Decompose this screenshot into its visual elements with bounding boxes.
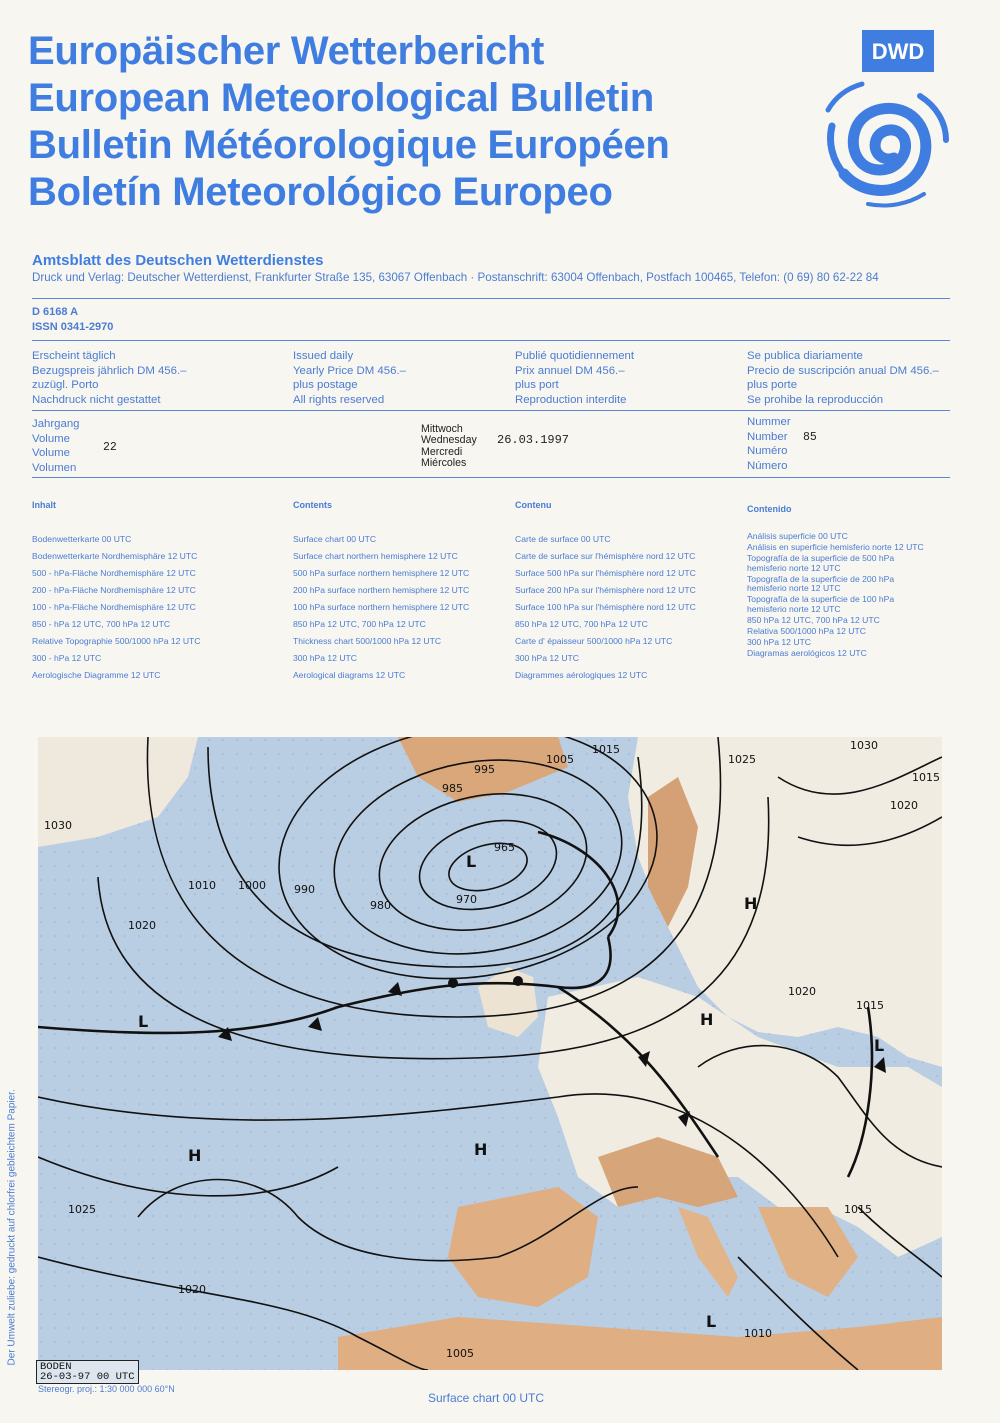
chart-stamp — [36, 1360, 139, 1384]
isobar-label: 985 — [442, 782, 463, 795]
warm-front-dot — [448, 978, 458, 988]
high-centre: H — [744, 894, 758, 913]
isobar-label: 1030 — [44, 819, 72, 832]
title-german: Europäischer Wetterbericht — [28, 29, 545, 73]
volume-label: Jahrgang — [32, 418, 80, 430]
low-centre: L — [138, 1012, 149, 1031]
contents-heading-fr: Contenu — [515, 500, 552, 510]
publication-de — [32, 349, 186, 407]
isobar-label: 1030 — [850, 739, 878, 752]
isobar-label: 995 — [474, 763, 495, 776]
pub-fr-line: Prix annuel DM 456.– — [515, 364, 625, 377]
isobar-label: 980 — [370, 899, 391, 912]
volume-label: Volume — [32, 447, 70, 459]
pub-de-line: Erscheint täglich — [32, 350, 116, 362]
isobar-label: 1015 — [912, 771, 940, 784]
contents-heading-de: Inhalt — [32, 500, 56, 510]
contents-item: 300 - hPa 12 UTC — [32, 653, 102, 663]
dwd-logo — [808, 30, 958, 210]
contents-item: 200 hPa surface northern hemisphere 12 UTC — [293, 585, 470, 595]
contents-heading-en: Contents — [293, 500, 332, 510]
dwd-logo-text: DWD — [862, 30, 934, 72]
contents-item: 850 hPa 12 UTC, 700 hPa 12 UTC — [747, 614, 880, 625]
warm-front-dot — [513, 976, 523, 986]
isobar-label: 1020 — [890, 799, 918, 812]
chart-caption: Surface chart 00 UTC — [428, 1391, 545, 1405]
contents-item: Relative Topographie 500/1000 hPa 12 UTC — [32, 636, 201, 646]
high-centre: H — [188, 1146, 202, 1165]
number-label: Numéro — [747, 445, 788, 457]
isobar-label: 1025 — [728, 753, 756, 766]
contents-item: Thickness chart 500/1000 hPa 12 UTC — [293, 636, 442, 646]
volume-value: 22 — [103, 441, 117, 454]
day-label: Mercredi — [421, 445, 463, 458]
contents-item: Surface chart northern hemisphere 12 UTC — [293, 551, 458, 561]
contents-item: 850 hPa 12 UTC, 700 hPa 12 UTC — [515, 619, 648, 629]
pub-es-line: plus porte — [747, 379, 798, 391]
contents-item: Topografía de la superficie de 200 hPa hemisferio norte 12 UTC — [747, 573, 895, 594]
divider-2 — [32, 340, 950, 341]
low-centre: L — [466, 852, 477, 871]
contents-item: Surface chart 00 UTC — [293, 534, 377, 544]
amtsblatt-heading: Amtsblatt des Deutschen Wetterdienstes — [32, 252, 324, 269]
pub-fr-line: plus port — [515, 379, 559, 391]
contents-item: Carte de surface 00 UTC — [515, 534, 611, 544]
pub-en-line: Yearly Price DM 456.– — [293, 364, 406, 377]
contents-item: 500 - hPa-Fläche Nordhemisphäre 12 UTC — [32, 568, 196, 578]
pub-de-line: Bezugspreis jährlich DM 456.– — [32, 364, 187, 377]
contents-item: Carte d' épaisseur 500/1000 hPa 12 UTC — [515, 636, 673, 646]
isobar-label: 970 — [456, 893, 477, 906]
contents-list-fr — [515, 534, 696, 687]
pub-fr-line: Publié quotidiennement — [515, 350, 635, 362]
pub-es-line: Se prohibe la reproducción — [747, 393, 884, 406]
contents-item: Análisis superficie 00 UTC — [747, 531, 848, 541]
contents-item: Bodenwetterkarte 00 UTC — [32, 534, 132, 544]
publisher-line: Druck und Verlag: Deutscher Wetterdienst, Frankfurter Straße 135, 63067 Offenbach · Postanschrift: 63004 Offenbach, Postfach 100465, Telefon: (0 69) 80 62-22 84 — [32, 271, 879, 284]
isobar-label: 1015 — [856, 999, 884, 1012]
title-block — [28, 28, 670, 216]
title-english: European Meteorological Bulletin — [28, 76, 655, 120]
pub-en-line: All rights reserved — [293, 393, 385, 406]
contents-item: Topografía de la superficie de 500 hPa hemisferio norte 12 UTC — [747, 553, 895, 573]
number-label: Número — [747, 459, 788, 472]
contents-item: Surface 500 hPa sur l'hémisphère nord 12 UTC — [515, 568, 696, 578]
day-labels — [421, 424, 477, 470]
d-number: D 6168 A — [32, 306, 79, 318]
publication-es — [747, 349, 939, 407]
divider-4 — [32, 477, 950, 478]
high-centre: H — [474, 1140, 488, 1159]
contents-list-de — [32, 534, 201, 687]
contents-item: 850 hPa 12 UTC, 700 hPa 12 UTC — [293, 619, 426, 629]
pub-es-line: Se publica diariamente — [747, 350, 863, 362]
contents-item: 500 hPa surface northern hemisphere 12 UTC — [293, 568, 470, 578]
isobar-label: 1015 — [592, 743, 620, 756]
contents-list-en — [293, 534, 469, 687]
isobar-label: 965 — [494, 841, 515, 854]
contents-item: 300 hPa 12 UTC — [747, 637, 812, 648]
contents-item: Surface 100 hPa sur l'hémisphère nord 12 UTC — [515, 602, 696, 612]
title-spanish: Boletín Meteorológico Europeo — [28, 170, 613, 214]
isobar-label: 1020 — [128, 919, 156, 932]
contents-item: Bodenwetterkarte Nordhemisphäre 12 UTC — [32, 551, 198, 561]
low-centre: L — [874, 1036, 885, 1055]
isobar-label: 1020 — [788, 985, 816, 998]
publication-fr — [515, 349, 634, 407]
contents-item: 850 - hPa 12 UTC, 700 hPa 12 UTC — [32, 619, 171, 629]
low-centre: L — [706, 1312, 717, 1331]
contents-heading-es: Contenido — [747, 504, 792, 514]
contents-item: 100 hPa surface northern hemisphere 12 UTC — [293, 602, 470, 612]
contents-item: 300 hPa 12 UTC — [515, 653, 580, 663]
title-french: Bulletin Météorologique Européen — [28, 123, 670, 167]
surface-weather-chart — [38, 737, 942, 1373]
chart-stamp-line: 26-03-97 00 UTC — [40, 1371, 135, 1383]
isobar-label: 1000 — [238, 879, 266, 892]
contents-item: Diagramas aerológicos 12 UTC — [747, 648, 867, 659]
divider-1 — [32, 298, 950, 299]
number-label: Nummer — [747, 416, 791, 428]
number-labels — [747, 415, 791, 473]
pub-de-line: zuzügl. Porto — [32, 379, 99, 391]
isobar-label: 1005 — [446, 1347, 474, 1360]
isobar-label: 1005 — [546, 753, 574, 766]
isobar-label: 1010 — [188, 879, 216, 892]
contents-item: Carte de surface sur l'hémisphère nord 12 UTC — [515, 551, 696, 561]
paper-note: Der Umwelt zuliebe: gedruckt auf chlorfrei gebleichtem Papier. — [6, 1089, 18, 1366]
pub-es-line: Precio de suscripción anual DM 456.– — [747, 364, 939, 377]
contents-item: Aerologische Diagramme 12 UTC — [32, 670, 161, 680]
divider-3 — [32, 410, 950, 411]
pub-en-line: plus postage — [293, 379, 358, 391]
contents-item: 200 - hPa-Fläche Nordhemisphäre 12 UTC — [32, 585, 196, 595]
isobar-label: 1015 — [844, 1203, 872, 1216]
volume-label: Volumen — [32, 461, 77, 474]
day-label: Wednesday — [421, 434, 477, 447]
pub-en-line: Issued daily — [293, 350, 354, 362]
day-label: Miércoles — [421, 457, 467, 470]
pub-fr-line: Reproduction interdite — [515, 393, 627, 406]
issn: ISSN 0341-2970 — [32, 321, 114, 333]
isobar-label: 1020 — [178, 1283, 206, 1296]
contents-item: 100 - hPa-Fläche Nordhemisphäre 12 UTC — [32, 602, 196, 612]
contents-item: Surface 200 hPa sur l'hémisphère nord 12 UTC — [515, 585, 696, 595]
contents-list-es — [747, 532, 927, 660]
swirl-icon — [808, 66, 958, 216]
contents-item: Aerological diagrams 12 UTC — [293, 670, 406, 680]
contents-item: Análisis en superficie hemisferio norte 12 UTC — [747, 542, 924, 553]
volume-label: Volume — [32, 432, 70, 445]
high-centre: H — [700, 1010, 714, 1029]
contents-item: 300 hPa 12 UTC — [293, 653, 358, 663]
projection-note: Stereogr. proj.: 1:30 000 000 60°N — [38, 1384, 175, 1394]
issue-number: 85 — [803, 431, 817, 444]
number-label: Number — [747, 430, 788, 443]
day-label: Mittwoch — [421, 423, 463, 435]
volume-labels — [32, 417, 80, 475]
chart-stamp-line: BODEN — [40, 1361, 72, 1373]
pub-de-line: Nachdruck nicht gestattet — [32, 393, 161, 406]
isobar-label: 990 — [294, 883, 315, 896]
contents-item: Relativa 500/1000 hPa 12 UTC — [747, 626, 866, 637]
publication-en — [293, 349, 406, 407]
issue-date: 26.03.1997 — [497, 433, 570, 447]
contents-item: Diagrammes aérologiques 12 UTC — [515, 670, 648, 680]
contents-item: Topografía de la superficie de 100 hPa hemisferio norte 12 UTC — [747, 594, 895, 614]
isobar-label: 1010 — [744, 1327, 772, 1340]
isobar-label: 1025 — [68, 1203, 96, 1216]
